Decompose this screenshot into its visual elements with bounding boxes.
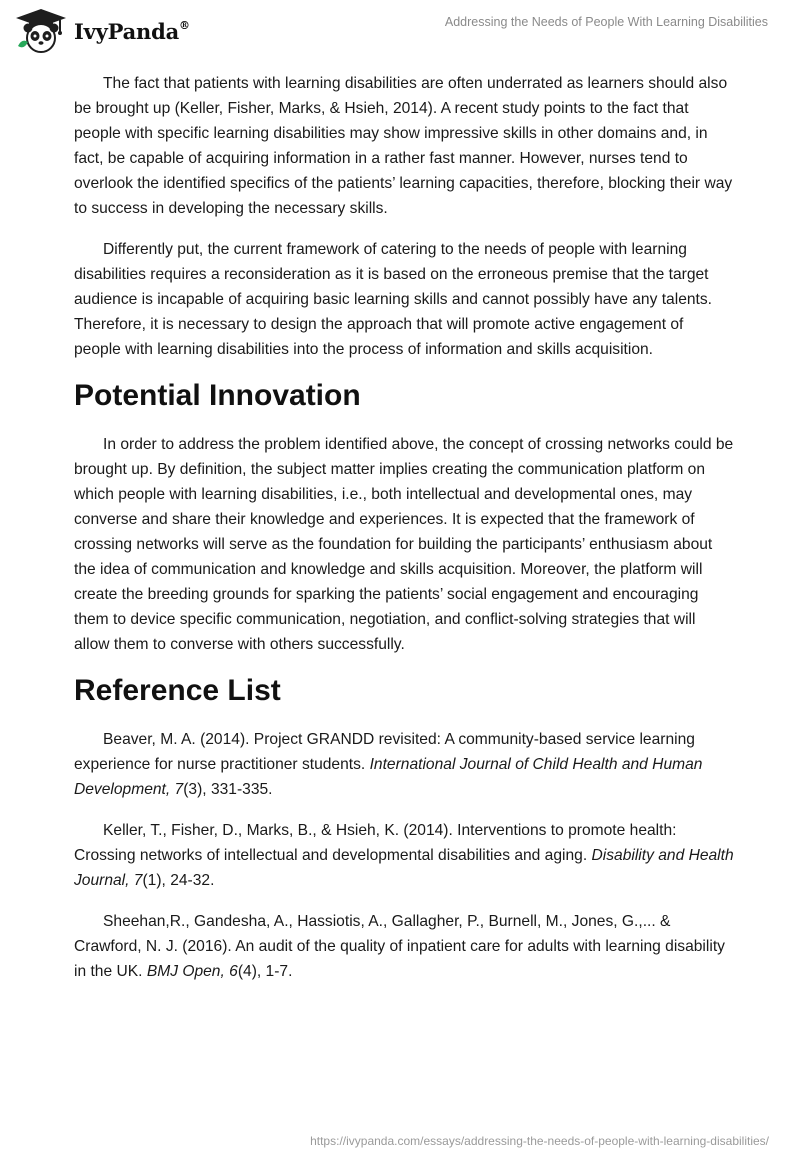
page-header: [0, 0, 800, 64]
innovation-paragraph: In order to address the problem identified above, the concept of crossing networks could be brought up. By definition, the subject matter implies creating the communication platform on which people with learning disabilities, i.e., both intellectual and developmental ones, may converse and share their knowledge and experiences. It is expected that the framework of crossing networks will serve as the foundation for building the participants’ enthusiasm about the idea of communication and knowledge and skills acquisition. Moreover, the platform will create the breeding grounds for sparking the patients’ social engagement and encouraging them to device specific communication, negotiation, and conflict-solving strategies that will allow them to converse with others successfully.: [74, 436, 734, 653]
reference-item: Keller, T., Fisher, D., Marks, B., & Hsieh, K. (2014). Interventions to promote health: Crossing networks of intellectual and developmental disabilities and aging. Disability and Health Journal, 7(1), 24-32.: [74, 822, 734, 889]
section-heading-innovation: Potential Innovation: [74, 379, 361, 412]
essay-content: [74, 71, 734, 1000]
reference-list: [74, 727, 734, 984]
panda-graduate-icon: [14, 8, 68, 54]
brand-logo[interactable]: [14, 8, 190, 54]
reference-item: Sheehan,R., Gandesha, A., Hassiotis, A., Gallagher, P., Burnell, M., Jones, G.,... & Crawford, N. J. (2016). An audit of the quality of inpatient care for adults with learning disability in the UK. BMJ Open, 6(4), 1-7.: [74, 913, 725, 980]
reference-item: Beaver, M. A. (2014). Project GRANDD revisited: A community-based service learning experience for nurse practitioner students. International Journal of Child Health and Human Development, 7(3), 331-335.: [74, 731, 703, 798]
document-title: Addressing the Needs of People With Learning Disabilities: [444, 15, 768, 29]
body-paragraph: Differently put, the current framework of catering to the needs of people with learning disabilities requires a reconsideration as it is based on the erroneous premise that the target audience is incapable of acquiring basic learning skills and cannot possibly have any talents. Therefore, it is necessary to design the approach that will promote active engagement of people with learning disabilities into the process of information and skills acquisition.: [74, 241, 713, 358]
body-paragraph: The fact that patients with learning disabilities are often underrated as learners should also be brought up (Keller, Fisher, Marks, & Hsieh, 2014). A recent study points to the fact that people with specific learning disabilities may show impressive skills in other domains and, in fact, be capable of acquiring information in a rather fast manner. However, nurses tend to overlook the identified specifics of the patients’ learning capacities, therefore, blocking their way to success in developing the necessary skills.: [74, 75, 733, 217]
source-url-link[interactable]: https://ivypanda.com/essays/addressing-the-needs-of-people-with-learning-disabilities/: [310, 1134, 769, 1148]
brand-name: IvyPanda®: [74, 18, 190, 44]
section-heading-references: Reference List: [74, 674, 281, 707]
